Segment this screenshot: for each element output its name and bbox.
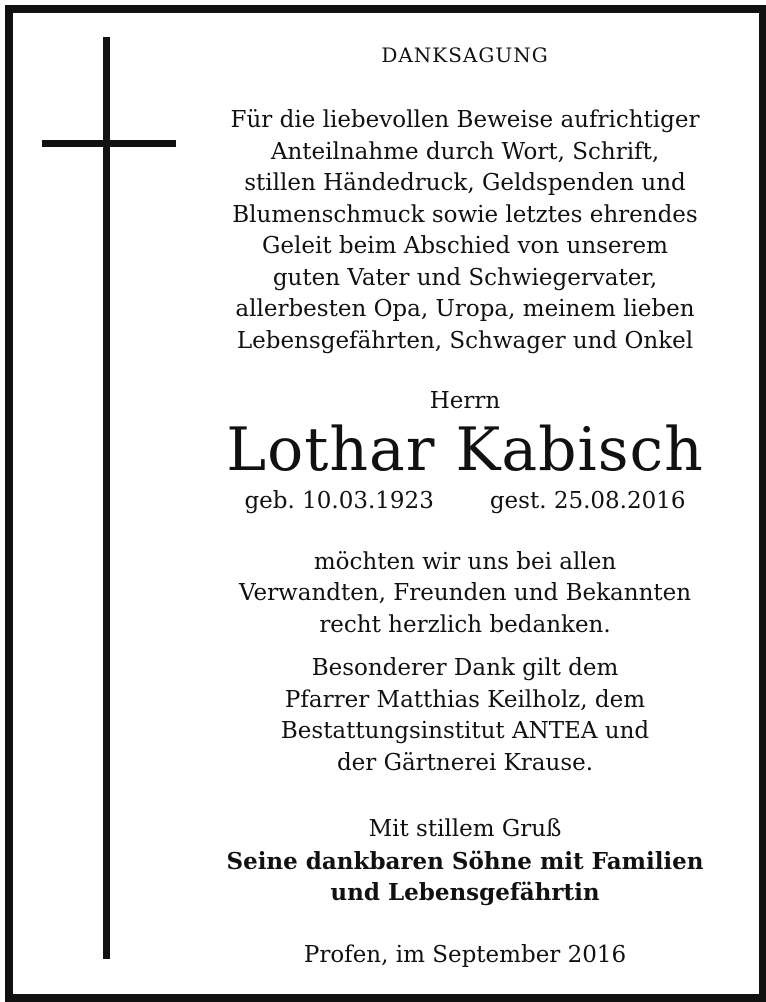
- salutation: Herrn: [429, 388, 501, 414]
- life-dates: [200, 484, 730, 518]
- birth-date: geb. 10.03.1923: [244, 487, 434, 514]
- intro-line: Für die liebevollen Beweise aufrichtiger: [230, 107, 700, 133]
- intro-line: guten Vater und Schwiegervater,: [272, 264, 658, 291]
- special-thanks-line: Besonderer Dank gilt dem: [311, 655, 619, 681]
- intro-paragraph: [200, 105, 730, 357]
- thanks-paragraph: [200, 547, 730, 642]
- cross-horizontal-bar: [42, 140, 176, 147]
- cross-vertical-bar: [103, 37, 110, 959]
- intro-line: Blumenschmuck sowie letztes ehrendes: [232, 201, 698, 228]
- intro-line: allerbesten Opa, Uropa, meinem lieben: [235, 296, 695, 322]
- intro-line: Lebensgefährten, Schwager und Onkel: [236, 327, 694, 354]
- intro-line: stillen Händedruck, Geldspenden und: [244, 170, 686, 196]
- special-thanks-line: der Gärtnerei Krause.: [336, 749, 594, 776]
- notice-content: [200, 38, 730, 971]
- special-thanks-line: Pfarrer Matthias Keilholz, dem: [284, 686, 646, 713]
- thanks-line: Verwandten, Freunden und Bekannten: [238, 580, 692, 606]
- signature-line: Seine dankbaren Söhne mit Familien: [226, 847, 704, 875]
- notice-heading: DANKSAGUNG: [381, 43, 549, 67]
- death-date: gest. 25.08.2016: [489, 487, 686, 514]
- thanks-line: recht herzlich bedanken.: [319, 611, 611, 638]
- special-thanks-line: Bestattungsinstitut ANTEA und: [280, 718, 650, 744]
- deceased-name: Lothar Kabisch: [226, 414, 704, 485]
- closing-greeting: Mit stillem Gruß: [368, 816, 562, 842]
- place-date: Profen, im September 2016: [303, 941, 627, 968]
- special-thanks-paragraph: [200, 653, 730, 779]
- signature-line: und Lebensgefährtin: [330, 879, 600, 906]
- intro-line: Anteilnahme durch Wort, Schrift,: [270, 138, 660, 165]
- intro-line: Geleit beim Abschied von unserem: [262, 233, 668, 259]
- thanks-line: möchten wir uns bei allen: [313, 548, 617, 575]
